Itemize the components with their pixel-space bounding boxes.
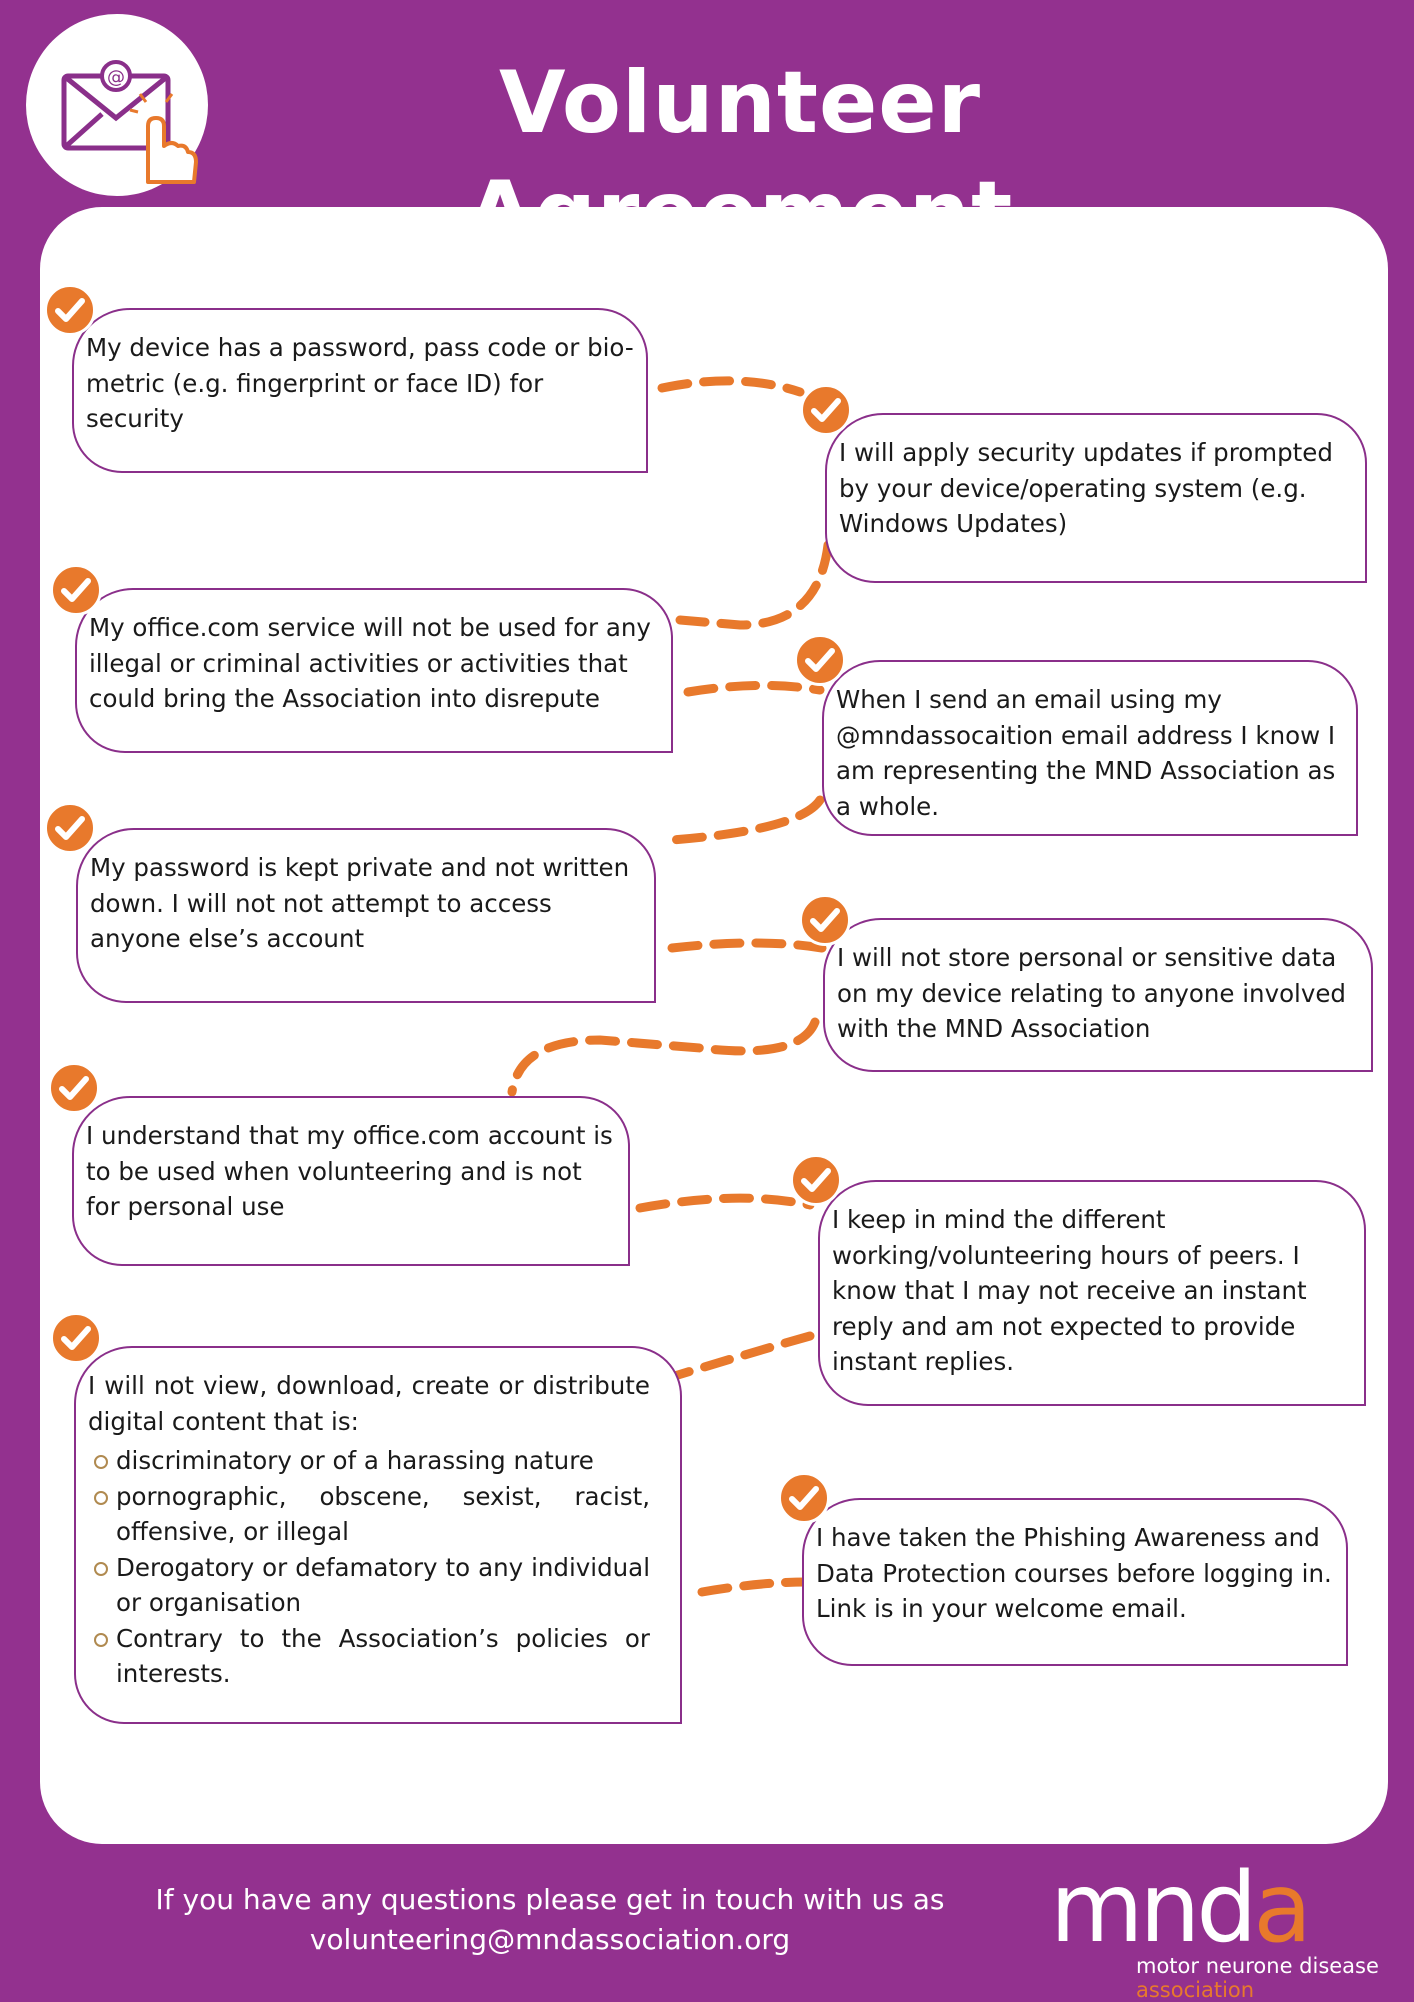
- logo-wordmark: mnda: [1050, 1852, 1309, 1964]
- agreement-item-8: [818, 1180, 1366, 1406]
- checkmark-icon: [44, 802, 96, 854]
- connector-3-4: [688, 685, 820, 692]
- prohibited-content-list: [88, 1443, 650, 1692]
- agreement-item-text: When I send an email using my @mndassocaition email address I know I am representing the MND Association as a whole.: [836, 685, 1336, 821]
- agreement-item-2: [825, 413, 1367, 583]
- agreement-item-text: I keep in mind the different working/volunteering hours of peers. I know that I may not receive an instant reply and am not expected to provide instant replies.: [832, 1205, 1307, 1376]
- list-item: discriminatory or of a harassing nature: [88, 1443, 650, 1479]
- connector-7-8: [640, 1198, 810, 1208]
- list-item: Contrary to the Association’s policies or interests.: [88, 1621, 650, 1692]
- agreement-item-text: I will apply security updates if prompted by your device/operating system (e.g. Windows Updates): [839, 438, 1333, 538]
- agreement-item-text: I have taken the Phishing Awareness and Data Protection courses before logging in. Link is in your welcome email.: [816, 1523, 1332, 1623]
- connector-8-9: [668, 1336, 810, 1378]
- agreement-item-3: [75, 588, 673, 753]
- connector-5-6: [672, 943, 822, 948]
- agreement-item-text: I will not store personal or sensitive data on my device relating to anyone involved with the MND Association: [837, 943, 1346, 1043]
- agreement-item-7: [72, 1096, 630, 1266]
- connector-6-7: [512, 1022, 815, 1092]
- checkmark-icon: [794, 634, 846, 686]
- agreement-item-text: I understand that my office.com account is to be used when volunteering and is not for personal use: [86, 1121, 613, 1221]
- bullet-icon: [94, 1455, 108, 1469]
- checkmark-icon: [50, 1312, 102, 1364]
- checkmark-icon: [790, 1154, 842, 1206]
- agreement-item-text: My office.com service will not be used for any illegal or criminal activities or activities that could bring the Association into disrepute: [89, 613, 651, 713]
- list-item: pornographic, obscene, sexist, racist, offensive, or illegal: [88, 1479, 650, 1550]
- connector-9-10: [702, 1582, 806, 1592]
- checkmark-icon: [800, 384, 852, 436]
- agreement-item-text: My password is kept private and not written down. I will not not attempt to access anyone else’s account: [90, 853, 630, 953]
- bullet-icon: [94, 1491, 108, 1505]
- agreement-item-9: [74, 1346, 682, 1724]
- checkmark-icon: [799, 894, 851, 946]
- bullet-icon: [94, 1562, 108, 1576]
- checkmark-icon: [44, 284, 96, 336]
- checkmark-icon: [48, 1062, 100, 1114]
- footer-line-1: If you have any questions please get in touch with us as: [155, 1883, 945, 1916]
- agreement-item-6: [823, 918, 1373, 1072]
- agreement-item-text: I will not view, download, create or distribute digital content that is:: [88, 1371, 650, 1436]
- contact-footer: [100, 1880, 1000, 1960]
- bullet-icon: [94, 1633, 108, 1647]
- connector-4-5: [672, 800, 820, 840]
- agreement-item-text: My device has a password, pass code or bio-metric (e.g. fingerprint or face ID) for security: [86, 333, 634, 433]
- logo-line-1: motor neurone disease: [1136, 1954, 1379, 1978]
- connector-2-3: [680, 545, 828, 625]
- logo-line-2: association: [1136, 1978, 1255, 2002]
- checkmark-icon: [778, 1472, 830, 1524]
- agreement-item-1: [72, 308, 648, 473]
- checkmark-icon: [50, 564, 102, 616]
- agreement-item-5: [76, 828, 656, 1003]
- contact-email-link[interactable]: volunteering@mndassociation.org: [309, 1923, 791, 1956]
- connector-1-2: [662, 381, 800, 392]
- page-title: Volunteer: [498, 53, 982, 153]
- mnda-logo: [1050, 1852, 1379, 2002]
- list-item: Derogatory or defamatory to any individual or organisation: [88, 1550, 650, 1621]
- agreement-item-4: [822, 660, 1358, 836]
- agreement-item-10: [802, 1498, 1348, 1666]
- svg-text:@: @: [107, 67, 125, 88]
